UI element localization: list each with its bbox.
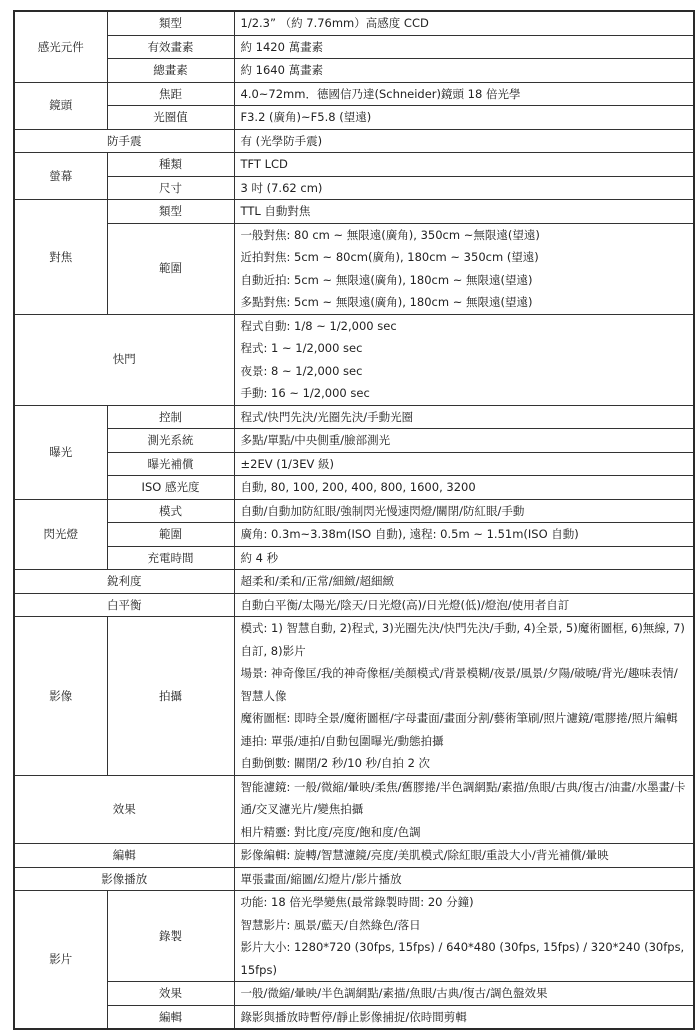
shutter-line: 夜景: 8 ~ 1/2,000 sec xyxy=(240,363,363,378)
category-playback: 影像播放 xyxy=(14,867,234,891)
value-metering: 多點/單點/中央側重/臉部測光 xyxy=(234,429,694,453)
focus-range-line: 近拍對焦: 5cm ~ 80cm(廣角), 180cm ~ 350cm (望遠) xyxy=(240,250,539,264)
label-metering: 測光系統 xyxy=(107,429,234,453)
table-row xyxy=(14,1005,694,1029)
value-sensor-type: 1/2.3” （約 7.76mm）高感度 CCD xyxy=(234,11,694,35)
value-aperture: F3.2 (廣角)~F5.8 (望遠) xyxy=(234,106,694,130)
image-effect-line: 相片精靈: 對比度/亮度/飽和度/色調 xyxy=(240,824,421,839)
value-total-pixels: 約 1640 萬畫素 xyxy=(234,59,694,83)
category-screen: 螢幕 xyxy=(14,153,107,200)
label-flash-mode: 模式 xyxy=(107,499,234,523)
value-stabilizer: 有 (光學防手震) xyxy=(234,129,694,153)
table-row xyxy=(14,452,694,476)
table-row xyxy=(14,546,694,570)
value-movie-edit: 錄影與播放時暫停/靜止影像捕捉/依時間剪輯 xyxy=(234,1005,694,1029)
label-focus-type: 類型 xyxy=(107,200,234,224)
label-exposure-comp: 曝光補償 xyxy=(107,452,234,476)
shutter-line: 程式: 1 ~ 1/2,000 sec xyxy=(240,341,363,355)
category-focus: 對焦 xyxy=(14,200,107,315)
table-row xyxy=(14,153,694,177)
category-movie: 影片 xyxy=(14,891,107,1030)
table-row xyxy=(14,200,694,224)
label-aperture: 光圈值 xyxy=(107,106,234,130)
table-row xyxy=(14,223,694,314)
value-movie-record xyxy=(234,891,694,982)
value-exposure-comp: ±2EV (1/3EV 級) xyxy=(234,452,694,476)
value-iso: 自動, 80, 100, 200, 400, 800, 1600, 3200 xyxy=(234,476,694,500)
focus-range-line: 一般對焦: 80 cm ~ 無限遠(廣角), 350cm ~無限遠(望遠) xyxy=(240,227,540,242)
value-flash-charge: 約 4 秒 xyxy=(234,546,694,570)
table-row xyxy=(14,82,694,106)
shoot-line: 模式: 1) 智慧自動, 2)程式, 3)光圈先決/快門先決/手動, 4)全景, 5)魔術圖框, 6)無線, 7)自訂, 8)影片 xyxy=(240,621,685,658)
value-playback: 單張畫面/縮圖/幻燈片/影片播放 xyxy=(234,867,694,891)
table-row xyxy=(14,982,694,1006)
label-effective-pixels: 有效畫素 xyxy=(107,35,234,59)
table-row xyxy=(14,176,694,200)
shutter-line: 手動: 16 ~ 1/2,000 sec xyxy=(240,386,370,400)
category-stabilizer: 防手震 xyxy=(14,129,234,153)
label-movie-record: 錄製 xyxy=(107,891,234,982)
value-movie-effect: 一般/微縮/暈映/半色調網點/素描/魚眼/古典/復古/調色盤效果 xyxy=(234,982,694,1006)
category-image: 影像 xyxy=(14,617,107,776)
label-image-shoot: 拍攝 xyxy=(107,617,234,776)
value-image-edit: 影像編輯: 旋轉/智慧濾鏡/亮度/美肌模式/除紅眼/重設大小/背光補償/暈映 xyxy=(234,844,694,868)
label-image-edit: 編輯 xyxy=(14,844,234,868)
label-total-pixels: 總畫素 xyxy=(107,59,234,83)
label-movie-edit: 編輯 xyxy=(107,1005,234,1029)
value-flash-mode: 自動/自動加防紅眼/強制閃光慢速閃燈/關閉/防紅眼/手動 xyxy=(234,499,694,523)
value-focus-type: TTL 自動對焦 xyxy=(234,200,694,224)
category-flash: 閃光燈 xyxy=(14,499,107,570)
category-exposure: 曝光 xyxy=(14,405,107,499)
category-white-balance: 白平衡 xyxy=(14,593,234,617)
value-image-effect xyxy=(234,775,694,844)
value-image-shoot xyxy=(234,617,694,776)
label-sensor-type: 類型 xyxy=(107,11,234,35)
table-row xyxy=(14,891,694,982)
category-shutter: 快門 xyxy=(14,314,234,405)
table-row xyxy=(14,59,694,83)
category-sensor: 感光元件 xyxy=(14,11,107,82)
label-exposure-control: 控制 xyxy=(107,405,234,429)
table-row xyxy=(14,11,694,35)
table-row xyxy=(14,775,694,844)
table-row xyxy=(14,593,694,617)
label-flash-range: 範圍 xyxy=(107,523,234,547)
category-sharpness: 銳利度 xyxy=(14,570,234,594)
label-iso: ISO 感光度 xyxy=(107,476,234,500)
category-lens: 鏡頭 xyxy=(14,82,107,129)
table-row xyxy=(14,844,694,868)
shoot-line: 連拍: 單張/連拍/自動包圍曝光/動態拍攝 xyxy=(240,733,444,748)
table-row xyxy=(14,429,694,453)
label-image-effect: 效果 xyxy=(14,775,234,844)
shutter-line: 程式自動: 1/8 ~ 1/2,000 sec xyxy=(240,318,397,333)
spec-table xyxy=(13,10,695,1030)
label-flash-charge: 充電時間 xyxy=(107,546,234,570)
record-line: 智慧影片: 風景/藍天/自然綠色/落日 xyxy=(240,917,421,932)
value-focus-range xyxy=(234,223,694,314)
shoot-line: 場景: 神奇像匡/我的神奇像框/美顏模式/背景模糊/夜景/風景/夕陽/破曉/背光/趣味表情/智慧人像 xyxy=(240,666,678,703)
label-focal-length: 焦距 xyxy=(107,82,234,106)
shoot-line: 自動倒數: 關閉/2 秒/10 秒/自拍 2 次 xyxy=(240,756,431,770)
record-line: 影片大小: 1280*720 (30fps, 15fps) / 640*480 (30fps, 15fps) / 320*240 (30fps, 15fps) xyxy=(240,940,685,977)
table-row xyxy=(14,617,694,776)
table-row xyxy=(14,106,694,130)
shoot-line: 魔術圖框: 即時全景/魔術圖框/字母畫面/畫面分割/藝術筆刷/照片濾鏡/電膠捲/照片編輯 xyxy=(240,711,678,725)
label-movie-effect: 效果 xyxy=(107,982,234,1006)
table-row xyxy=(14,523,694,547)
table-row xyxy=(14,129,694,153)
value-screen-kind: TFT LCD xyxy=(234,153,694,177)
value-focal-length: 4.0~72mm．德國信乃達(Schneider)鏡頭 18 倍光學 xyxy=(234,82,694,106)
label-focus-range: 範圍 xyxy=(107,223,234,314)
table-row xyxy=(14,405,694,429)
value-sharpness: 超柔和/柔和/正常/細緻/超細緻 xyxy=(234,570,694,594)
label-screen-size: 尺寸 xyxy=(107,176,234,200)
value-white-balance: 自動白平衡/太陽光/陰天/日光燈(高)/日光燈(低)/燈泡/使用者自訂 xyxy=(234,593,694,617)
image-effect-line: 智能濾鏡: 一般/微縮/暈映/柔焦/舊膠捲/半色調網點/素描/魚眼/古典/復古/油畫/水墨畫/卡通/交叉濾光片/變焦拍攝 xyxy=(240,779,686,816)
focus-range-line: 多點對焦: 5cm ~ 無限遠(廣角), 180cm ~ 無限遠(望遠) xyxy=(240,295,533,309)
value-exposure-control: 程式/快門先決/光圈先決/手動光圈 xyxy=(234,405,694,429)
record-line: 功能: 18 倍光學變焦(最常錄製時間: 20 分鐘) xyxy=(240,895,474,909)
table-row xyxy=(14,570,694,594)
value-effective-pixels: 約 1420 萬畫素 xyxy=(234,35,694,59)
value-flash-range: 廣角: 0.3m~3.38m(ISO 自動), 遠程: 0.5m ~ 1.51m(ISO 自動) xyxy=(234,523,694,547)
table-row xyxy=(14,476,694,500)
table-row xyxy=(14,499,694,523)
value-screen-size: 3 吋 (7.62 cm) xyxy=(234,176,694,200)
table-row xyxy=(14,867,694,891)
label-screen-kind: 種類 xyxy=(107,153,234,177)
table-row xyxy=(14,35,694,59)
value-shutter xyxy=(234,314,694,405)
table-row xyxy=(14,314,694,405)
focus-range-line: 自動近拍: 5cm ~ 無限遠(廣角), 180cm ~ 無限遠(望遠) xyxy=(240,272,533,287)
